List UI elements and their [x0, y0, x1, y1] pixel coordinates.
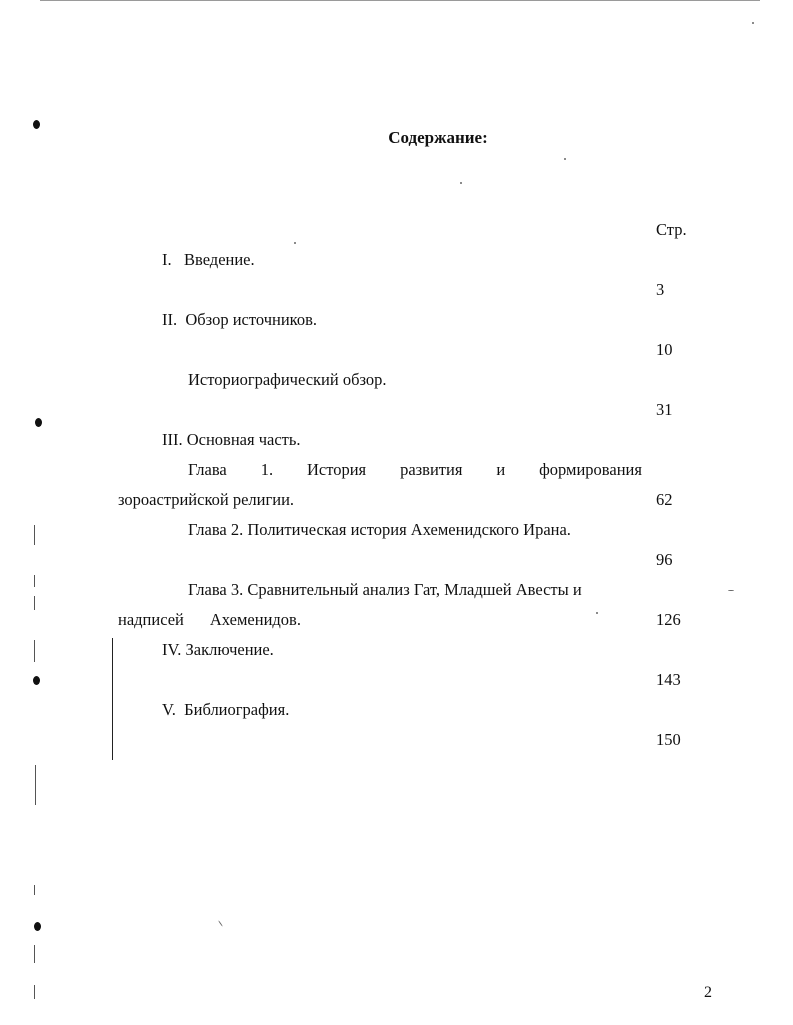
punch-hole-mark: [33, 120, 40, 129]
word: и: [496, 460, 506, 479]
toc-entry-sources: II. Обзор источников.: [162, 310, 317, 329]
scan-edge-mark: [34, 945, 35, 963]
toc-entry-main-part: III. Основная часть.: [162, 430, 301, 449]
punch-hole-mark: [33, 676, 40, 685]
toc-entry-historiography: Историографический обзор.: [188, 370, 387, 389]
toc-page-chapter-3: 126: [656, 610, 681, 629]
margin-vertical-line: [112, 638, 113, 760]
toc-entry-chapter-1-line-2: зороастрийской религии.: [118, 490, 295, 509]
word: развития: [400, 460, 463, 479]
punch-hole-mark: [34, 922, 41, 931]
scan-edge-mark: [34, 640, 35, 662]
toc-page-historiography: 31: [656, 400, 673, 419]
word: 1.: [260, 460, 274, 479]
scan-edge-mark: [34, 525, 35, 545]
toc-title: Содержание:: [388, 128, 488, 147]
scan-edge-mark: [34, 575, 35, 587]
scan-edge-mark: [34, 596, 35, 610]
word: надписей: [118, 610, 184, 629]
toc-entry-conclusion: IV. Заключение.: [162, 640, 274, 659]
scan-edge-mark: [34, 885, 35, 895]
scan-speck: [596, 612, 598, 614]
toc-page-bibliography: 150: [656, 730, 681, 749]
toc-page-chapter-1: 62: [656, 490, 673, 509]
scan-speck: [218, 920, 223, 926]
scan-speck: [564, 158, 566, 160]
toc-page-sources: 10: [656, 340, 673, 359]
scan-speck: [728, 590, 734, 591]
scan-edge-mark: [34, 985, 35, 999]
page-column-header: Стр.: [656, 220, 687, 239]
scan-top-edge: [40, 0, 760, 1]
toc-entry-introduction: I. Введение.: [162, 250, 255, 269]
word: История: [306, 460, 367, 479]
toc-entry-bibliography: V. Библиография.: [162, 700, 290, 719]
scan-speck: [752, 22, 754, 24]
toc-entry-chapter-1-line-1: [188, 460, 642, 480]
scan-speck: [460, 182, 462, 184]
toc-entry-chapter-2: Глава 2. Политическая история Ахеменидского Ирана.: [188, 520, 571, 539]
toc-page-introduction: 3: [656, 280, 665, 299]
page-number: 2: [704, 984, 712, 1001]
word: формирования: [539, 460, 642, 479]
toc-page-chapter-2: 96: [656, 550, 673, 569]
toc-page-conclusion: 143: [656, 670, 681, 689]
word: Ахеменидов.: [209, 610, 301, 629]
punch-hole-mark: [35, 418, 42, 427]
scan-speck: [294, 242, 296, 244]
toc-entry-chapter-3-line-1: Глава 3. Сравнительный анализ Гат, Младшей Авесты и: [188, 580, 582, 599]
toc-entry-chapter-3-line-2: [118, 610, 301, 630]
scan-edge-mark: [35, 765, 36, 805]
word: Глава: [188, 460, 227, 479]
